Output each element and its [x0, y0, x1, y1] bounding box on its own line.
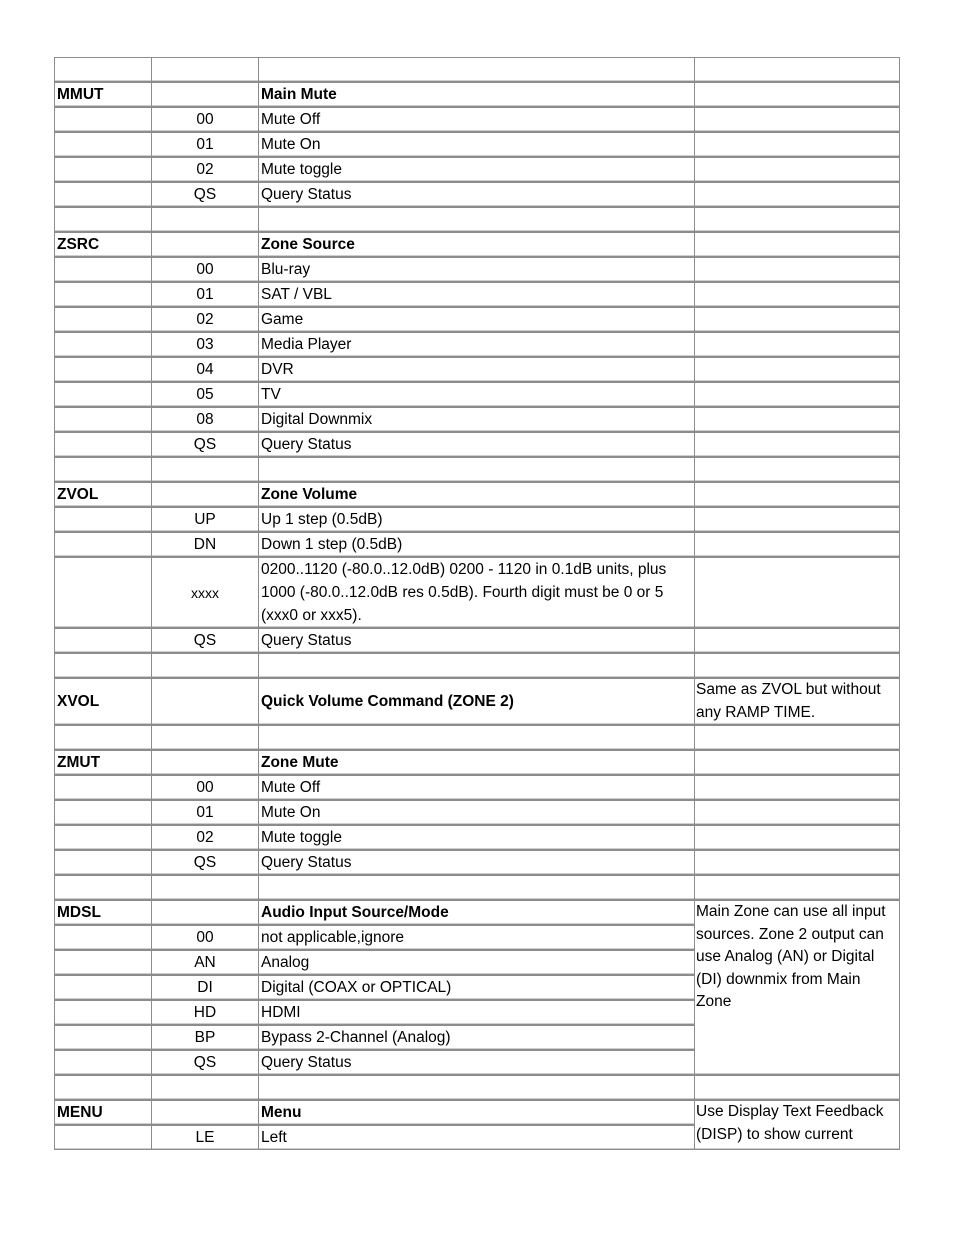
code-cell: [151, 750, 258, 775]
code-cell: LE: [151, 1125, 258, 1150]
table-row: [54, 432, 900, 457]
description-cell: Audio Input Source/Mode: [258, 900, 694, 925]
note-cell: [694, 382, 900, 407]
description-cell: Blu-ray: [258, 257, 694, 282]
note-cell: [694, 132, 900, 157]
note-cell: [694, 750, 900, 775]
code-cell: QS: [151, 1050, 258, 1075]
code-cell: [151, 82, 258, 107]
note-cell: [694, 850, 900, 875]
description-cell: Digital (COAX or OPTICAL): [258, 975, 694, 1000]
note-cell: [694, 232, 900, 257]
code-cell: [151, 482, 258, 507]
command-cell: [54, 875, 151, 900]
note-cell: [694, 653, 900, 678]
command-cell: [54, 132, 151, 157]
note-cell: [694, 107, 900, 132]
code-cell: QS: [151, 432, 258, 457]
code-cell: DI: [151, 975, 258, 1000]
table-row: [54, 750, 900, 775]
table-row: [54, 382, 900, 407]
code-cell: 00: [151, 925, 258, 950]
description-cell: Query Status: [258, 628, 694, 653]
note-cell: [694, 532, 900, 557]
command-cell: [54, 1050, 151, 1075]
note-cell: Main Zone can use all input sources. Zone 2 output can use Analog (AN) or Digital (DI) downmix from Main Zone: [694, 900, 900, 1075]
description-cell: Mute On: [258, 132, 694, 157]
command-cell: ZSRC: [54, 232, 151, 257]
command-cell: [54, 332, 151, 357]
command-cell: [54, 507, 151, 532]
note-cell: [694, 825, 900, 850]
description-cell: Query Status: [258, 432, 694, 457]
note-cell: [694, 628, 900, 653]
command-cell: [54, 950, 151, 975]
command-cell: [54, 975, 151, 1000]
code-cell: QS: [151, 182, 258, 207]
note-cell: [694, 282, 900, 307]
code-cell: 00: [151, 107, 258, 132]
table-row: [54, 653, 900, 678]
command-cell: [54, 257, 151, 282]
table-row: [54, 407, 900, 432]
description-cell: Left: [258, 1125, 694, 1150]
note-cell: [694, 357, 900, 382]
description-cell: Query Status: [258, 850, 694, 875]
description-cell: HDMI: [258, 1000, 694, 1025]
code-cell: BP: [151, 1025, 258, 1050]
description-cell: Bypass 2-Channel (Analog): [258, 1025, 694, 1050]
description-cell: [258, 725, 694, 750]
note-cell: [694, 775, 900, 800]
code-cell: [151, 57, 258, 82]
description-cell: Mute On: [258, 800, 694, 825]
code-cell: 00: [151, 775, 258, 800]
table-row: [54, 875, 900, 900]
note-cell: [694, 800, 900, 825]
command-cell: [54, 307, 151, 332]
command-cell: [54, 432, 151, 457]
command-cell: [54, 457, 151, 482]
description-cell: Down 1 step (0.5dB): [258, 532, 694, 557]
command-cell: [54, 825, 151, 850]
code-cell: [151, 457, 258, 482]
command-cell: [54, 1125, 151, 1150]
description-cell: Main Mute: [258, 82, 694, 107]
command-cell: MMUT: [54, 82, 151, 107]
note-cell: Same as ZVOL but without any RAMP TIME.: [694, 678, 900, 725]
description-cell: 0200..1120 (-80.0..12.0dB) 0200 - 1120 in 0.1dB units, plus 1000 (-80.0..12.0dB res 0.5dB). Fourth digit must be 0 or 5 (xxx0 or xxx5).: [258, 557, 694, 628]
table-row: [54, 232, 900, 257]
table-row: [54, 332, 900, 357]
command-cell: [54, 850, 151, 875]
note-cell: [694, 432, 900, 457]
table-row: [54, 107, 900, 132]
table-row: [54, 628, 900, 653]
command-cell: [54, 57, 151, 82]
table-row: [54, 207, 900, 232]
command-cell: [54, 628, 151, 653]
command-cell: [54, 107, 151, 132]
table-row: [54, 800, 900, 825]
command-cell: ZMUT: [54, 750, 151, 775]
code-cell: 00: [151, 257, 258, 282]
description-cell: [258, 457, 694, 482]
command-cell: [54, 357, 151, 382]
code-cell: 01: [151, 132, 258, 157]
table-row: [54, 282, 900, 307]
description-cell: [258, 1075, 694, 1100]
code-cell: [151, 1075, 258, 1100]
table-row: [54, 357, 900, 382]
command-cell: MDSL: [54, 900, 151, 925]
note-cell: [694, 332, 900, 357]
note-cell: Use Display Text Feedback (DISP) to show current: [694, 1100, 900, 1150]
note-cell: [694, 182, 900, 207]
command-cell: [54, 532, 151, 557]
description-cell: Mute toggle: [258, 157, 694, 182]
description-cell: Zone Mute: [258, 750, 694, 775]
code-cell: [151, 678, 258, 725]
command-cell: [54, 407, 151, 432]
code-cell: HD: [151, 1000, 258, 1025]
table-row: [54, 482, 900, 507]
table-row: [54, 725, 900, 750]
code-cell: 02: [151, 825, 258, 850]
note-cell: [694, 457, 900, 482]
command-cell: MENU: [54, 1100, 151, 1125]
code-cell: 01: [151, 800, 258, 825]
command-cell: [54, 282, 151, 307]
command-cell: XVOL: [54, 678, 151, 725]
command-cell: [54, 800, 151, 825]
table-row: [54, 182, 900, 207]
code-cell: 08: [151, 407, 258, 432]
note-cell: [694, 257, 900, 282]
description-cell: [258, 57, 694, 82]
note-cell: [694, 57, 900, 82]
table-row: [54, 825, 900, 850]
note-cell: [694, 1075, 900, 1100]
code-cell: [151, 875, 258, 900]
description-cell: Media Player: [258, 332, 694, 357]
code-cell: [151, 725, 258, 750]
description-cell: Menu: [258, 1100, 694, 1125]
command-cell: [54, 775, 151, 800]
note-cell: [694, 507, 900, 532]
table-row: [54, 557, 900, 628]
code-cell: xxxx: [151, 557, 258, 628]
table-row: [54, 775, 900, 800]
code-cell: UP: [151, 507, 258, 532]
description-cell: [258, 875, 694, 900]
description-cell: Game: [258, 307, 694, 332]
description-cell: Mute Off: [258, 107, 694, 132]
table-row: [54, 1075, 900, 1100]
note-cell: [694, 157, 900, 182]
table-row: [54, 257, 900, 282]
command-cell: [54, 925, 151, 950]
command-cell: [54, 382, 151, 407]
description-cell: not applicable,ignore: [258, 925, 694, 950]
command-table: [54, 57, 900, 1150]
note-cell: [694, 482, 900, 507]
command-cell: [54, 1025, 151, 1050]
description-cell: Mute Off: [258, 775, 694, 800]
description-cell: DVR: [258, 357, 694, 382]
description-cell: Quick Volume Command (ZONE 2): [258, 678, 694, 725]
table-row: [54, 82, 900, 107]
table-row: [54, 850, 900, 875]
description-cell: Digital Downmix: [258, 407, 694, 432]
note-cell: [694, 557, 900, 628]
code-cell: 02: [151, 157, 258, 182]
description-cell: Up 1 step (0.5dB): [258, 507, 694, 532]
description-cell: Query Status: [258, 182, 694, 207]
note-cell: [694, 407, 900, 432]
code-cell: 02: [151, 307, 258, 332]
command-cell: [54, 157, 151, 182]
note-cell: [694, 207, 900, 232]
code-cell: [151, 653, 258, 678]
note-cell: [694, 82, 900, 107]
table-row: [54, 157, 900, 182]
description-cell: TV: [258, 382, 694, 407]
description-cell: Zone Volume: [258, 482, 694, 507]
code-cell: QS: [151, 628, 258, 653]
code-cell: QS: [151, 850, 258, 875]
description-cell: Zone Source: [258, 232, 694, 257]
command-cell: [54, 557, 151, 628]
command-cell: [54, 1075, 151, 1100]
command-cell: ZVOL: [54, 482, 151, 507]
code-cell: [151, 900, 258, 925]
table-row: [54, 457, 900, 482]
note-cell: [694, 875, 900, 900]
code-cell: 03: [151, 332, 258, 357]
description-cell: [258, 207, 694, 232]
code-cell: AN: [151, 950, 258, 975]
table-row: [54, 532, 900, 557]
command-cell: [54, 653, 151, 678]
note-cell: [694, 307, 900, 332]
description-cell: [258, 653, 694, 678]
table-row: [54, 507, 900, 532]
description-cell: Analog: [258, 950, 694, 975]
code-cell: DN: [151, 532, 258, 557]
description-cell: SAT / VBL: [258, 282, 694, 307]
note-cell: [694, 725, 900, 750]
table-row: [54, 57, 900, 82]
code-cell: [151, 207, 258, 232]
code-cell: 05: [151, 382, 258, 407]
table-row: [54, 132, 900, 157]
command-cell: [54, 207, 151, 232]
code-cell: [151, 1100, 258, 1125]
table-row: [54, 678, 900, 725]
code-cell: 01: [151, 282, 258, 307]
command-cell: [54, 725, 151, 750]
command-cell: [54, 182, 151, 207]
description-cell: Mute toggle: [258, 825, 694, 850]
code-cell: 04: [151, 357, 258, 382]
code-cell: [151, 232, 258, 257]
command-cell: [54, 1000, 151, 1025]
description-cell: Query Status: [258, 1050, 694, 1075]
table-row: [54, 307, 900, 332]
